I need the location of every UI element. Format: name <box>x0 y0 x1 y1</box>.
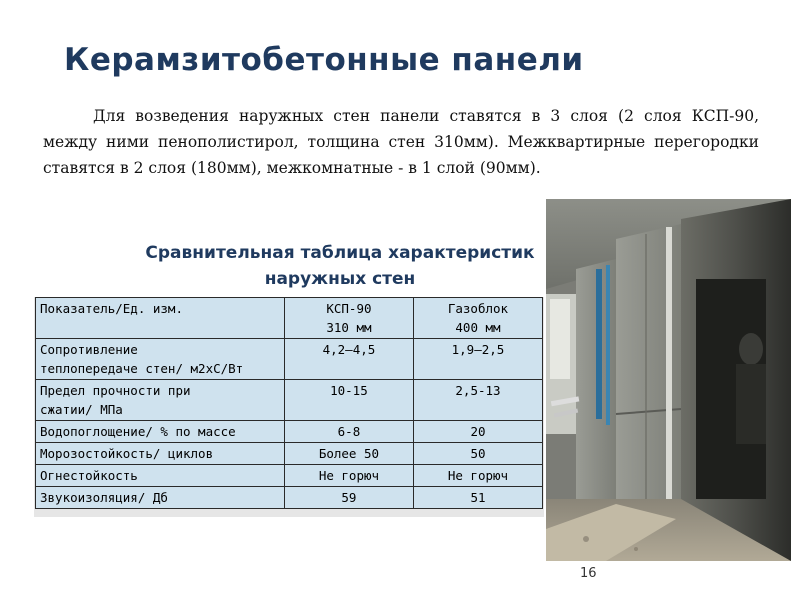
header-indicator <box>36 298 285 339</box>
row-value-gasblock: Не горюч <box>413 465 542 487</box>
table-caption <box>60 240 620 292</box>
header-indicator-label: Показатель/Ед. изм. <box>40 301 183 316</box>
row-value-ksp: 4,2–4,5 <box>284 339 413 380</box>
header-gasblock-line1: Газоблок <box>447 301 509 316</box>
row-value-gasblock: 20 <box>413 421 542 443</box>
header-gasblock-line2: 400 мм <box>455 320 501 335</box>
table-header-row <box>36 298 543 339</box>
intro-paragraph: Для возведения наружных стен панели ставятся в 3 слоя (2 слоя КСП-90, между ними пенополистирол, толщина стен 310мм). Межквартирные перегородки ставятся в 2 слоя (180мм), межкомнатные - в 1 слой (90мм). <box>43 107 759 177</box>
construction-photo <box>546 199 791 561</box>
table-caption-line1: Сравнительная таблица характеристик <box>145 243 535 263</box>
row-value-gasblock: 1,9–2,5 <box>413 339 542 380</box>
header-gasblock <box>413 298 542 339</box>
row-label-line1: Сопротивление <box>40 342 138 357</box>
slide-title: Керамзитобетонные панели <box>64 42 584 78</box>
row-value-ksp: Не горюч <box>284 465 413 487</box>
row-label: Огнестойкость <box>36 465 285 487</box>
table-row <box>36 443 543 465</box>
row-value-ksp: Более 50 <box>284 443 413 465</box>
row-label-line1: Предел прочности при <box>40 383 191 398</box>
row-label <box>36 380 285 421</box>
page-number: 16 <box>580 566 597 581</box>
header-ksp <box>284 298 413 339</box>
row-value-ksp: 59 <box>284 487 413 509</box>
row-value-gasblock: 51 <box>413 487 542 509</box>
row-label <box>36 339 285 380</box>
table-caption-line2: наружных стен <box>264 269 416 289</box>
table-row <box>36 339 543 380</box>
row-label: Морозостойкость/ циклов <box>36 443 285 465</box>
header-ksp-line2: 310 мм <box>326 320 372 335</box>
row-label: Водопоглощение/ % по массе <box>36 421 285 443</box>
header-ksp-line1: КСП-90 <box>326 301 372 316</box>
table-row <box>36 421 543 443</box>
table-row <box>36 465 543 487</box>
table-row <box>36 380 543 421</box>
row-label: Звукоизоляция/ Дб <box>36 487 285 509</box>
row-value-ksp: 6-8 <box>284 421 413 443</box>
row-value-gasblock: 2,5-13 <box>413 380 542 421</box>
row-value-gasblock: 50 <box>413 443 542 465</box>
row-label-line2: теплопередаче стен/ м2хС/Вт <box>40 361 244 376</box>
comparison-table <box>35 297 543 509</box>
row-value-ksp: 10-15 <box>284 380 413 421</box>
comparison-table-container <box>34 297 544 517</box>
table-row <box>36 487 543 509</box>
row-label-line2: сжатии/ МПа <box>40 402 123 417</box>
corridor-photo-illustration <box>546 199 791 561</box>
